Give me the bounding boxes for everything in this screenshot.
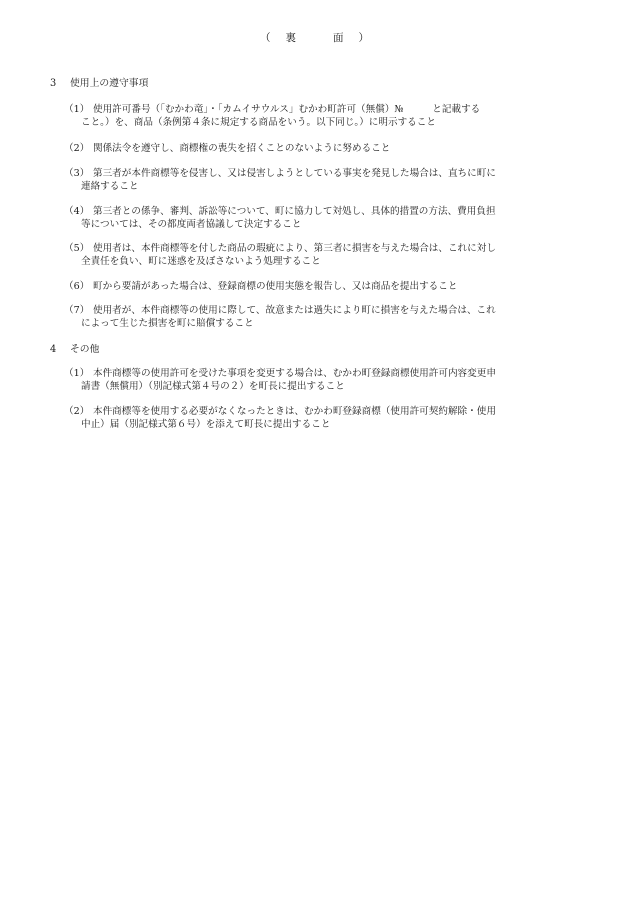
item-number: （6） [64, 281, 90, 292]
item-line: 第三者との係争、審判、訴訟等について、町に協力して対処し、具体的措置の方法、費用負担 [93, 206, 496, 217]
list-item [64, 205, 594, 231]
item-line-continued: 請書（無償用）（別記様式第４号の２）を町長に提出すること [81, 381, 345, 392]
list-item [64, 167, 594, 193]
section-title [50, 343, 99, 356]
section-heading: 使用上の遵守事項 [70, 78, 149, 89]
item-line-continued: こと。）を、商品（条例第４条に規定する商品をいう。以下同じ。）に明示すること [81, 117, 436, 128]
item-number: （2） [64, 143, 90, 154]
list-item [64, 405, 594, 431]
section-number: 3 [50, 78, 57, 89]
item-line-continued: 全責任を負い、町に迷惑を及ぼさないよう処理すること [81, 256, 321, 267]
item-line: 町から要請があった場合は、登録商標の使用実態を報告し、又は商品を提出すること [93, 281, 458, 292]
item-line: 本件商標等を使用する必要がなくなったときは、むかわ町登録商標（使用許可契約解除・使用 [93, 406, 496, 417]
header-close-paren: ） [358, 32, 370, 44]
page-header [0, 32, 630, 45]
item-number: （4） [64, 206, 90, 217]
header-open-paren: （ [260, 32, 272, 44]
section-number: 4 [50, 344, 57, 355]
item-line-continued: 連絡すること [81, 181, 139, 192]
item-line: 使用者は、本件商標等を付した商品の瑕疵により、第三者に損害を与えた場合は、これに対し [93, 243, 496, 254]
item-number: （5） [64, 243, 90, 254]
list-item [64, 142, 594, 155]
section-title [50, 77, 148, 90]
item-line: 関係法令を遵守し、商標権の喪失を招くことのないように努めること [93, 143, 391, 154]
item-line-continued: 中止）届（別記様式第６号）を添えて町長に提出すること [81, 419, 331, 430]
item-line: 使用者が、本件商標等の使用に際して、故意または過失により町に損害を与えた場合は、これ [93, 305, 496, 316]
item-number: （1） [64, 104, 90, 115]
list-item [64, 304, 594, 330]
item-number: （2） [64, 406, 90, 417]
item-line: 第三者が本件商標等を侵害し、又は侵害しようとしている事実を発見した場合は、直ちに町に [93, 168, 496, 179]
list-item [64, 242, 594, 268]
header-word-back: 裏 [285, 32, 297, 44]
header-word-side: 面 [333, 32, 345, 44]
item-line-continued: 等については、その都度両者協議して決定すること [81, 219, 302, 230]
list-item [64, 280, 594, 293]
list-item [64, 103, 594, 129]
item-number: （3） [64, 168, 90, 179]
item-line-continued: によって生じた損害を町に賠償すること [81, 318, 254, 329]
item-number: （1） [64, 368, 90, 379]
section-heading: その他 [70, 344, 100, 355]
item-line: 使用許可番号（「むかわ竜」・「カムイサウルス」むかわ町許可（無償）№ と記載する [93, 104, 481, 115]
item-line: 本件商標等の使用許可を受けた事項を変更する場合は、むかわ町登録商標使用許可内容変更申 [93, 368, 496, 379]
item-number: （7） [64, 305, 90, 316]
list-item [64, 367, 594, 393]
